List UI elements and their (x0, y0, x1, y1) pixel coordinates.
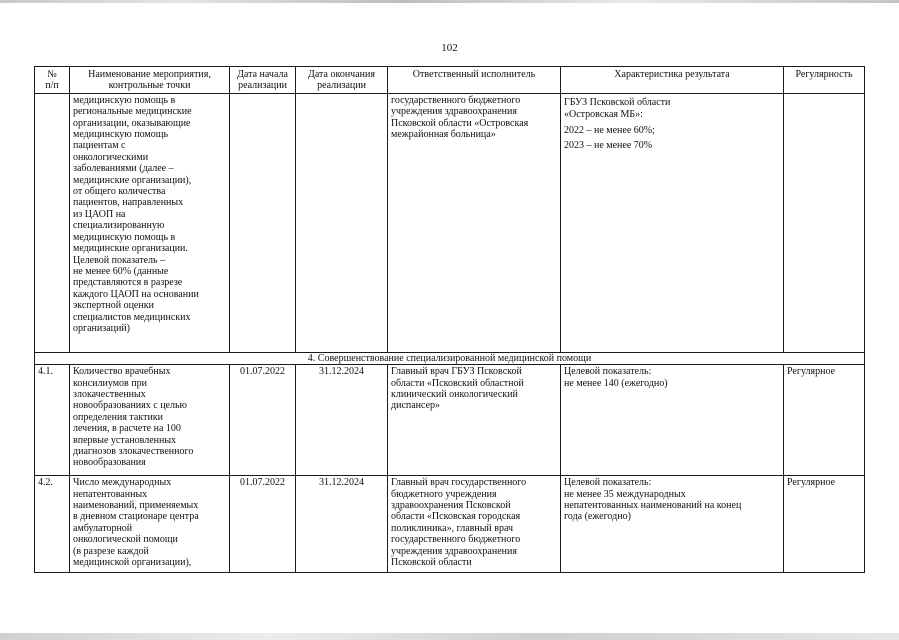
cell-result: Целевой показатель: не менее 35 международных непатентованных наименований на конец года (ежегодно) (561, 476, 784, 573)
header-executor: Ответственный исполнитель (388, 67, 561, 94)
cell-result: Целевой показатель: не менее 140 (ежегодно) (561, 365, 784, 476)
scan-edge-top (0, 0, 899, 3)
cell-regularity: Регулярное (784, 365, 865, 476)
scan-edge-bottom (0, 633, 899, 640)
header-result: Характеристика результата (561, 67, 784, 94)
plan-table (34, 66, 865, 573)
cell-executor: Главный врач государственного бюджетного учреждения здравоохранения Псковской области «Псковская городская поликлиника», главный врач государственного бюджетного учреждения здравоохранения Псковской области (388, 476, 561, 573)
cell-end-date: 31.12.2024 (296, 365, 388, 476)
cell-result (561, 93, 784, 352)
result-line: «Островская МБ»: (564, 109, 643, 121)
cell-name: Число международных непатентованных наименований, применяемых в дневном стационаре центра амбулаторной онкологической помощи (в разрезе каждой медицинской организации), (70, 476, 230, 573)
header-start-date: Дата начала реализации (230, 67, 296, 94)
header-num: № п/п (35, 67, 70, 94)
cell-num: 4.2. (35, 476, 70, 573)
header-regularity: Регулярность (784, 67, 865, 94)
cell-end-date: 31.12.2024 (296, 476, 388, 573)
cell-num (35, 93, 70, 352)
cell-start-date: 01.07.2022 (230, 365, 296, 476)
cell-start-date (230, 93, 296, 352)
table-row (35, 93, 865, 352)
result-line: ГБУЗ Псковской области (564, 96, 671, 108)
section-title: 4. Совершенствование специализированной медицинской помощи (35, 352, 865, 364)
header-row (35, 67, 865, 94)
cell-num: 4.1. (35, 365, 70, 476)
table-row (35, 365, 865, 476)
section-row (35, 352, 865, 364)
cell-executor: Главный врач ГБУЗ Псковской области «Псковский областной клинический онкологический диспансер» (388, 365, 561, 476)
cell-end-date (296, 93, 388, 352)
page-number: 102 (441, 42, 458, 54)
result-line: 2023 – не менее 70% (564, 140, 653, 152)
cell-executor: государственного бюджетного учреждения здравоохранения Псковской области «Островская межрайонная больница» (388, 93, 561, 352)
table-row (35, 476, 865, 573)
result-line: 2022 – не менее 60%; (564, 124, 655, 136)
cell-name: Количество врачебных консилиумов при злокачественных новообразованиях с целью определения тактики лечения, в расчете на 100 впервые установленных диагнозов злокачественного новообразования (70, 365, 230, 476)
cell-name: медицинскую помощь в региональные медицинские организации, оказывающие медицинскую помощь пациентам с онкологическими заболеваниями (далее – медицинские организации), от общего количества пациентов, направленных из ЦАОП на специализированную медицинскую помощь в медицинские организации. Целевой показатель – не менее 60% (данные представляются в разрезе каждого ЦАОП на основании экспертной оценки специалистов медицинских организаций) (70, 93, 230, 352)
header-end-date: Дата окончания реализации (296, 67, 388, 94)
cell-regularity (784, 93, 865, 352)
cell-regularity: Регулярное (784, 476, 865, 573)
cell-start-date: 01.07.2022 (230, 476, 296, 573)
header-name: Наименование мероприятия, контрольные точки (70, 67, 230, 94)
